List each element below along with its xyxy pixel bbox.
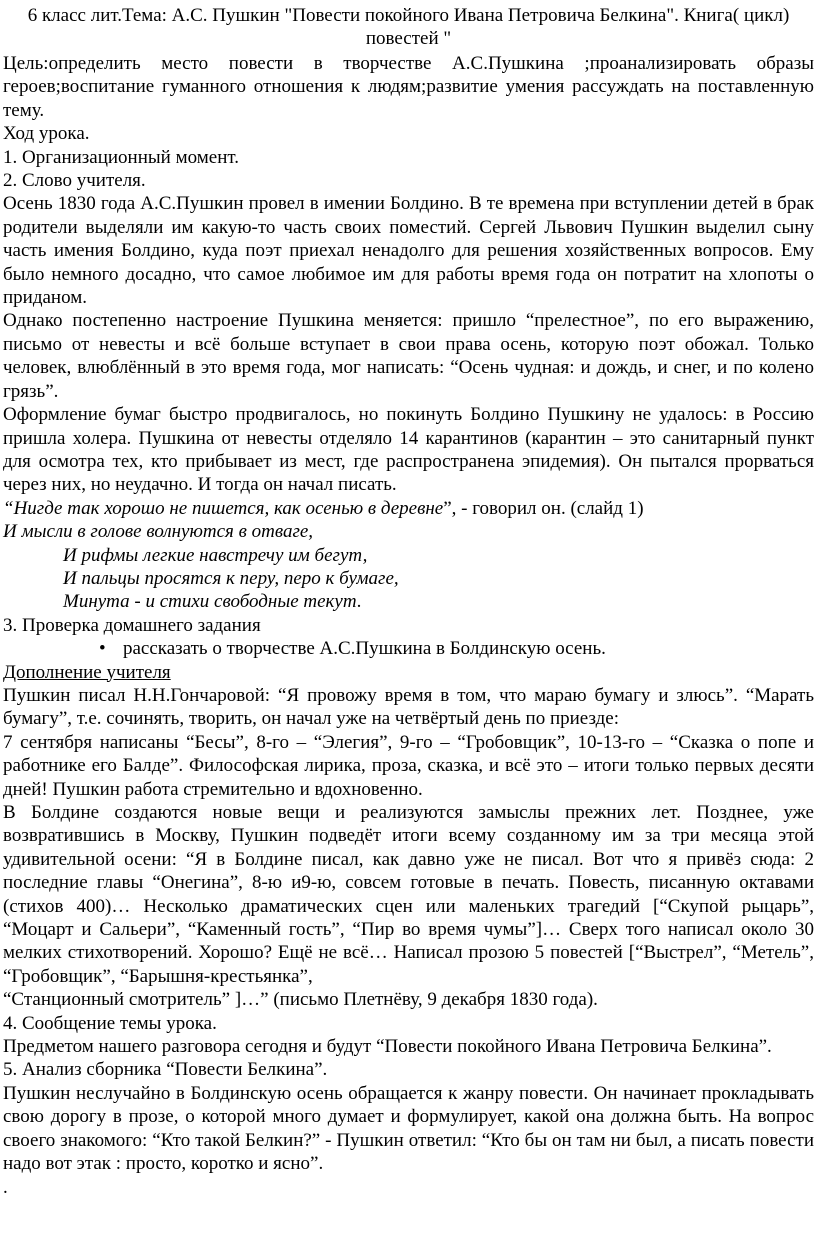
lesson-goal: Цель:определить место повести в творчестве А.С.Пушкина ;проанализировать образы героев;воспитание гуманного отношения к людям;развитие умения рассуждать на поставленную тему. [3,53,814,121]
step-collection-analysis: 5. Анализ сборника “Повести Белкина”. [3,1059,328,1081]
poem-line-4-b: - [129,591,146,613]
step-topic-message: 4. Сообщение темы урока. [3,1012,217,1034]
poem-line-4-a: Минута [63,591,130,613]
paragraph-prose-genre: Пушкин неслучайно в Болдинскую осень обращается к жанру повести. Он начинает прокладывать свою дорогу в прозе, о которой много думает и формулирует, какой она должна быть. На вопрос своего знакомого: “Кто такой Белкин?” - Пушкин ответил: “Кто бы он там ни был, а писать повести надо вот этак : просто, коротко и ясно”. [3,1082,814,1175]
poem-line-2: И рифмы легкие навстречу им бегут, [63,544,368,566]
paragraph-boldino-works-end: “Станционный смотритель” ]…” (письмо Плетнёву, 9 декабря 1830 года). [3,989,598,1011]
paragraph-september-works: 7 сентября написаны “Бесы”, 8-го – “Элегия”, 9-го – “Гробовщик”, 10-13-го – “Сказка о попе и работнике его Балде”. Философская лирика, проза, сказка, и всё это – итоги только первых десяти дней! Пушкин работа стремительно и вдохновенно. [3,731,814,800]
poem-line-4 [3,590,814,613]
paragraph-goncharova-letter: Пушкин писал Н.Н.Гончаровой: “Я провожу время в том, что мараю бумагу и злюсь”. “Марать бумагу”, т.е. сочинять, творить, он начал уже на четвёртый день по приезде: [3,684,814,730]
paragraph-boldino-autumn: Осень 1830 года А.С.Пушкин провел в имении Болдино. В те времена при вступлении детей в брак родители выделяли им какую-то часть своих поместий. Сергей Львович Пушкин выделил сыну часть имения Болдино, куда поэт приехал ненадолго для решения хозяйственных вопросов. Ему было немного досадно, что самое любимое им для работы время года он потратит на хлопоты о приданом. [3,193,814,309]
teacher-addition-heading: Дополнение учителя [3,661,171,683]
homework-list [3,637,814,660]
trailing-dot: . [3,1176,8,1198]
paragraph-topic: Предметом нашего разговора сегодня и будут “Повести покойного Ивана Петровича Белкина”. [3,1036,772,1058]
poem-line-1: И мысли в голове волнуются в отваге, [3,521,314,543]
document-title: 6 класс лит.Тема: А.С. Пушкин "Повести покойного Ивана Петровича Белкина". Книга( цикл) повестей " [27,5,790,49]
paragraph-mood-change: Однако постепенно настроение Пушкина меняется: пришло “прелестное”, по его выражению, письмо от невесты и всё больше вступает в свои права осень, которую поэт обожал. Только человек, влюблённый в это время года, мог написать: “Осень чудная: и дождь, и снег, и по колено грязь”. [3,310,814,402]
homework-bullet-item: • рассказать о творчестве А.С.Пушкина в Болдинскую осень. [99,637,814,660]
quote-line [3,497,814,520]
paragraph-boldino-works: В Болдине создаются новые вещи и реализуются замыслы прежних лет. Позднее, уже возвратившись в Москву, Пушкин подведёт итоги всему созданному им за три месяца этой удивительной осени: “Я в Болдине писал, как давно уже не писал. Вот что я привёз сюда: 2 последние главы “Онегина”, 8-ю и9-ю, совсем готовые в печать. Повесть, писанную октавами (стихов 400)… Несколько драматических сцен или маленьких трагедий [“Скупой рыцарь”, “Моцарт и Сальери”, “Каменный гость”, “Пир во время чумы”]… Сверх того написал около 30 мелких стихотворений. Хорошо? Ещё не всё… Написал прозою 5 повестей [“Выстрел”, “Метель”, “Гробовщик”, “Барышня-крестьянка”, [3,802,814,987]
paragraph-cholera: Оформление бумаг быстро продвигалось, но покинуть Болдино Пушкину не удалось: в Россию пришла холера. Пушкина от невесты отделяло 14 карантинов (карантин – это санитарный пункт для осмотра тех, кто прибывает из мест, где распространена эпидемия). Он пытался прорваться через них, но неудачно. И тогда он начал писать. [3,404,814,496]
poem-line-3: И пальцы просятся к перу, перо к бумаге, [63,567,399,589]
poem-line-4-c: и стихи свободные текут [145,591,357,613]
poem-line-4-d: . [356,591,362,613]
step-homework-check: 3. Проверка домашнего задания [3,614,261,636]
lesson-course-heading: Ход урока. [3,123,90,145]
quote-rest: ”, - говорил он. (слайд 1) [443,497,644,519]
step-teacher-word: 2. Слово учителя. [3,170,146,192]
step-organizational: 1. Организационный момент. [3,146,239,168]
quote-italic: “Нигде так хорошо не пишется, как осенью в деревне [3,497,444,519]
